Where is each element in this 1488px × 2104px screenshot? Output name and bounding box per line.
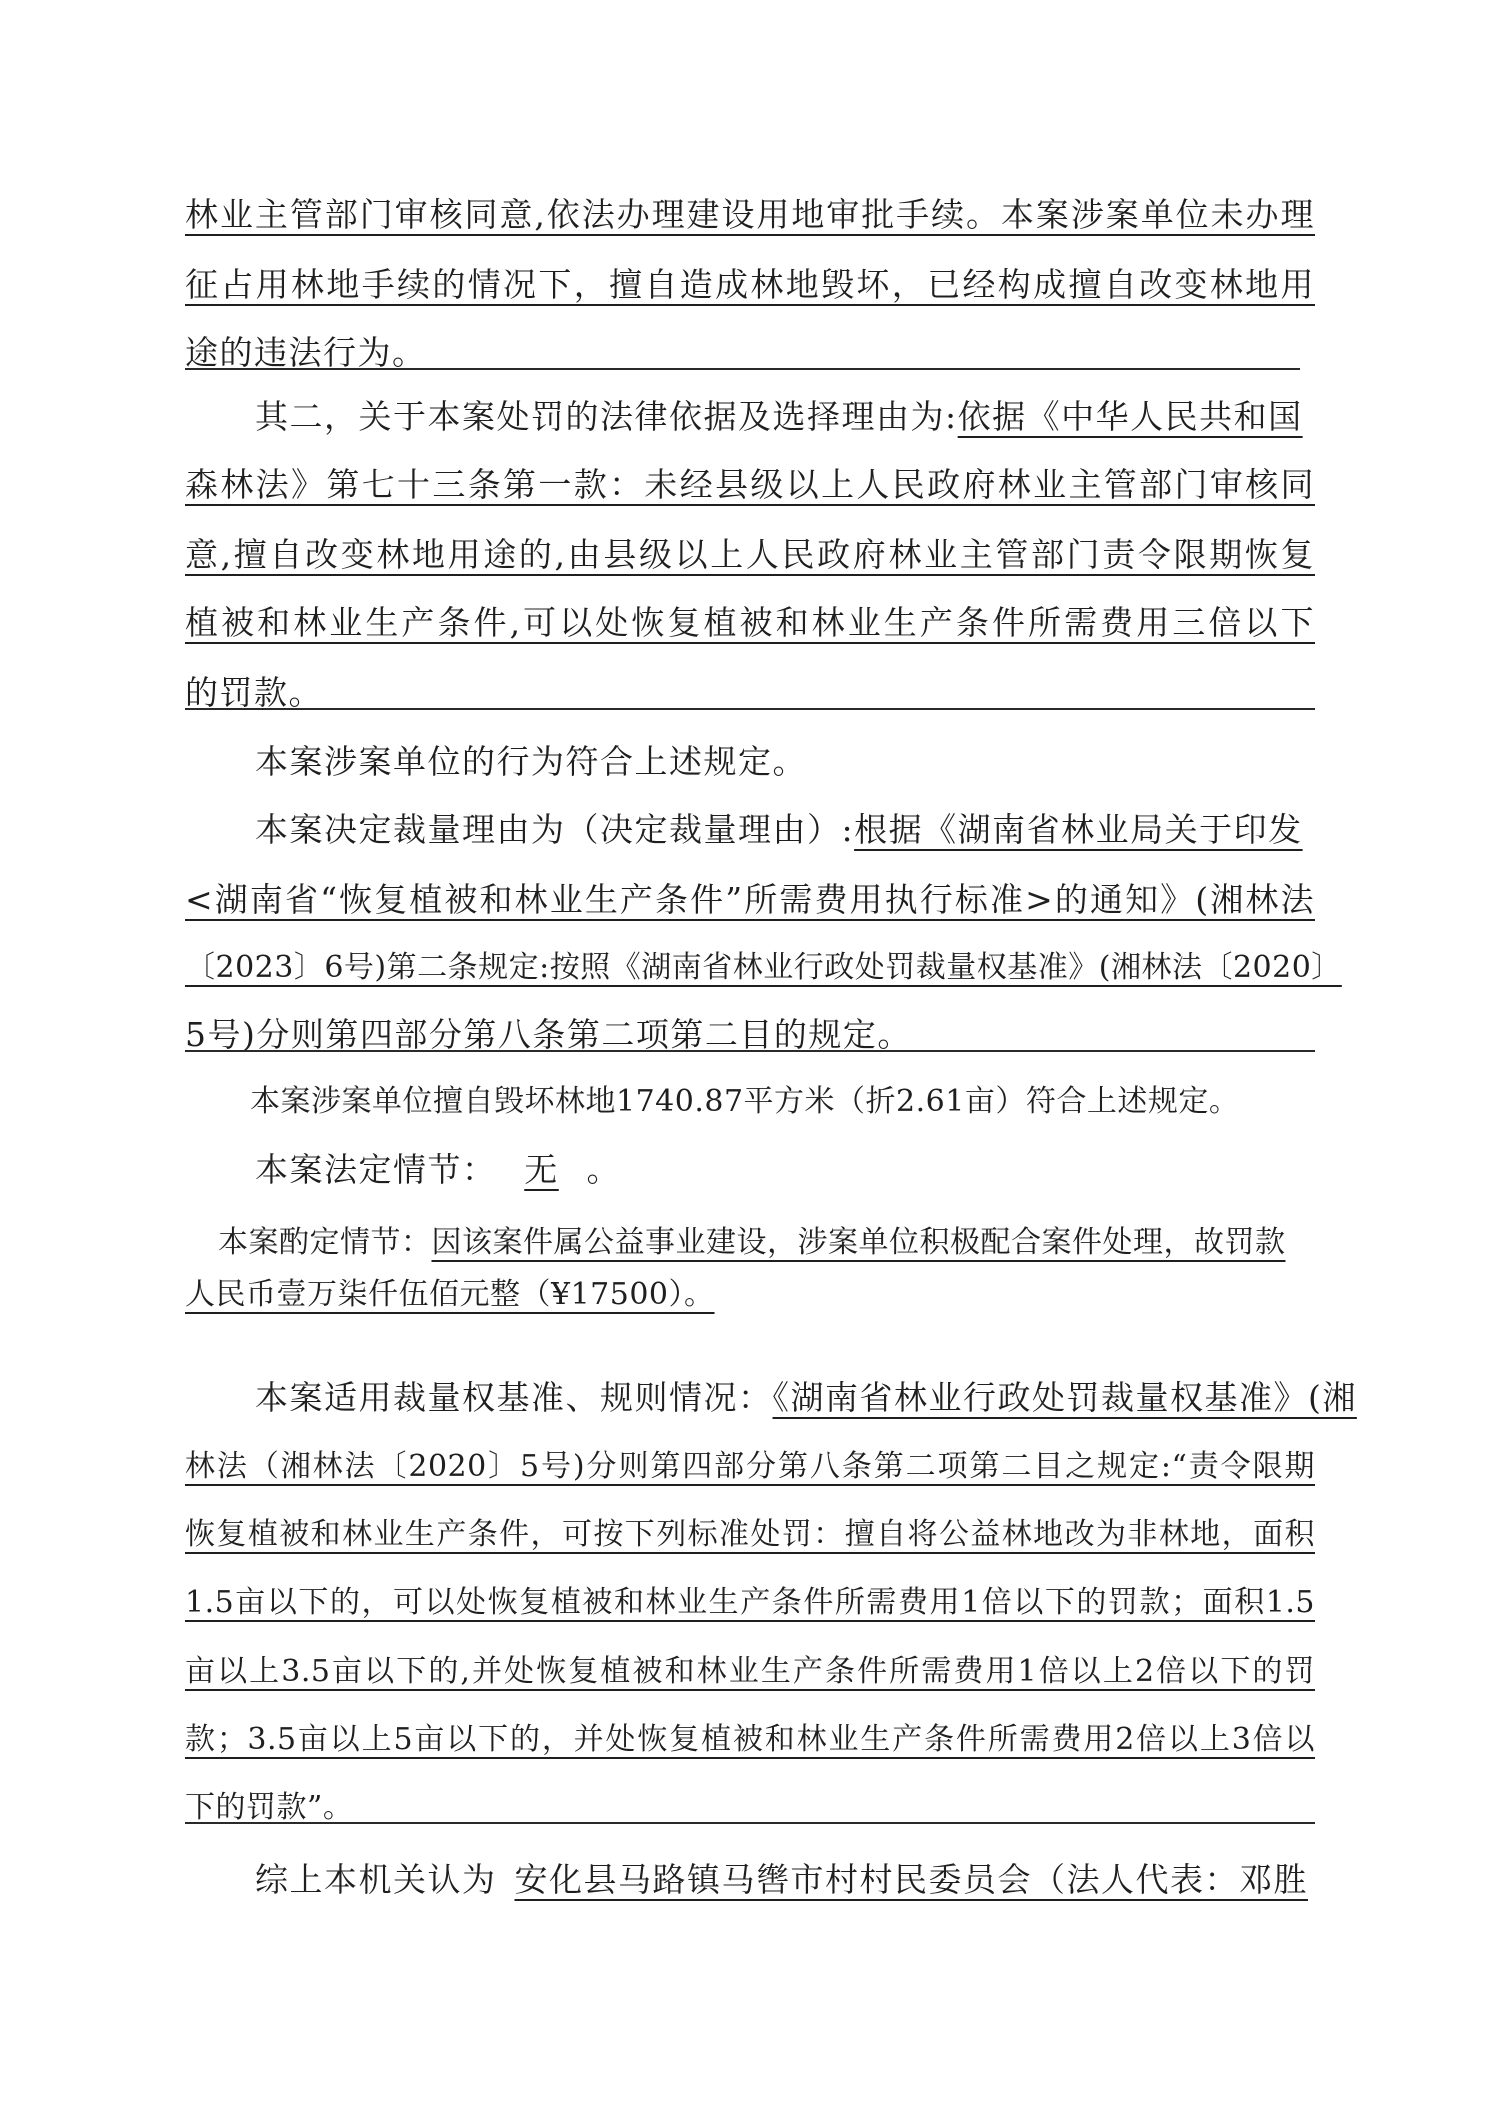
text-line-25 — [255, 1860, 1315, 1900]
underline-rule — [185, 708, 1315, 710]
line-15-lead: 本案法定情节： — [255, 1150, 497, 1189]
text-line-1: 林业主管部门审核同意,依法办理建设用地审批手续。本案涉案单位未办理 — [185, 195, 1315, 234]
text-line-3: 途的违法行为。 — [185, 333, 427, 372]
text-line-23: 款；3.5亩以上5亩以下的，并处恢复植被和林业生产条件所需费用2倍以上3倍以 — [185, 1722, 1315, 1757]
text-line-24: 下的罚款”。 — [185, 1790, 354, 1825]
text-line-5: 森林法》第七十三条第一款：未经县级以上人民政府林业主管部门审核同 — [185, 465, 1315, 504]
text-line-2: 征占用林地手续的情况下，擅自造成林地毁坏，已经构成擅自改变林地用 — [185, 265, 1315, 304]
underline-rule — [185, 1822, 1315, 1824]
line-10-lead: 本案决定裁量理由为（决定裁量理由）: — [255, 810, 855, 849]
line-16-lead: 本案酌定情节： — [218, 1225, 432, 1260]
line-10-underlined: 根据《湖南省林业局关于印发 — [854, 810, 1303, 849]
text-line-22: 亩以上3.5亩以下的,并处恢复植被和林业生产条件所需费用1倍以上2倍以下的罚 — [185, 1654, 1315, 1689]
text-line-11: <湖南省“恢复植被和林业生产条件”所需费用执行标准>的通知》(湘林法 — [185, 880, 1315, 919]
line-4-lead: 其二，关于本案处罚的法律依据及选择理由为: — [255, 397, 958, 436]
text-line-10 — [255, 810, 1315, 850]
text-line-13: 5号)分则第四部分第八条第二项第二目的规定。 — [185, 1015, 912, 1054]
line-15-end: 。 — [586, 1150, 621, 1189]
text-line-9: 本案涉案单位的行为符合上述规定。 — [255, 742, 807, 781]
line-18-lead: 本案适用裁量权基准、规则情况： — [255, 1378, 773, 1417]
line-4-underlined: 依据《中华人民共和国 — [957, 397, 1303, 436]
text-line-16 — [218, 1223, 1348, 1263]
text-line-17: 人民币壹万柒仟伍佰元整（¥17500）。 — [185, 1277, 715, 1312]
text-line-19: 林法（湘林法〔2020〕5号)分则第四部分第八条第二项第二目之规定:“责令限期 — [185, 1449, 1315, 1484]
text-line-7: 植被和林业生产条件,可以处恢复植被和林业生产条件所需费用三倍以下 — [185, 603, 1315, 642]
line-18-underlined: 《湖南省林业行政处罚裁量权基准》(湘 — [772, 1378, 1357, 1417]
text-line-6: 意,擅自改变林地用途的,由县级以上人民政府林业主管部门责令限期恢复 — [185, 535, 1315, 574]
line-16-underlined: 因该案件属公益事业建设，涉案单位积极配合案件处理，故罚款 — [431, 1225, 1286, 1260]
text-line-4 — [255, 397, 1315, 437]
underline-rule — [185, 368, 1300, 370]
text-line-8: 的罚款。 — [185, 673, 323, 712]
line-25-underlined: 安化县马路镇马辔市村村民委员会（法人代表：邓胜 — [514, 1860, 1308, 1899]
text-line-20: 恢复植被和林业生产条件，可按下列标准处罚：擅自将公益林地改为非林地，面积 — [185, 1517, 1315, 1552]
text-line-18 — [255, 1378, 1357, 1418]
text-line-12: 〔2023〕6号)第二条规定:按照《湖南省林业行政处罚裁量权基准》(湘林法〔2020〕 — [185, 950, 1342, 985]
line-15-underlined: 无 — [524, 1150, 559, 1189]
text-line-14: 本案涉案单位擅自毁坏林地1740.87平方米（折2.61亩）符合上述规定。 — [250, 1084, 1240, 1119]
text-line-15 — [255, 1150, 1315, 1190]
line-25-lead: 综上本机关认为 — [255, 1860, 497, 1899]
underline-rule — [185, 1050, 1315, 1052]
text-line-21: 1.5亩以下的，可以处恢复植被和林业生产条件所需费用1倍以下的罚款；面积1.5 — [185, 1585, 1315, 1620]
